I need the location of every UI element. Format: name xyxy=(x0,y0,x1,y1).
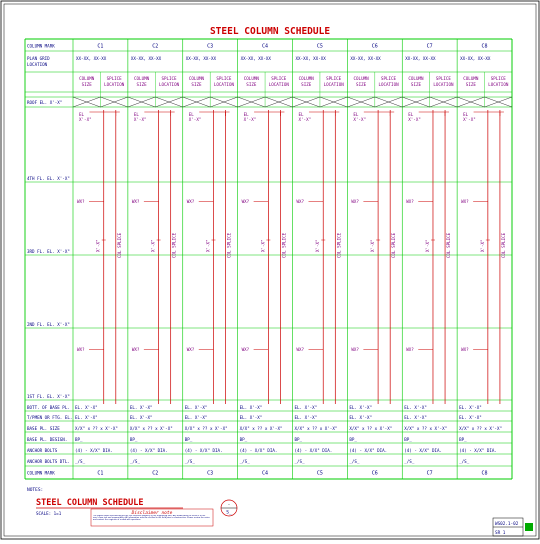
subheader-size: SIZE xyxy=(136,82,147,87)
label-4th-floor: 4TH FL. EL. X'-X" xyxy=(27,176,70,181)
tpmen-elevation: EL. X'-X" xyxy=(294,415,318,420)
bottom-base-elevation: EL. X'-X" xyxy=(129,405,153,410)
column-c6 xyxy=(347,44,402,477)
label-plan-grid: PLAN GRID xyxy=(27,56,50,61)
column-mark-top: C8 xyxy=(481,43,488,50)
column-mark-bottom: C2 xyxy=(152,470,159,477)
subheader-size: SIZE xyxy=(410,82,422,87)
sheet-id: WS02.1-02 xyxy=(495,522,519,527)
plan-grid-value: XX-XX, XX-XX xyxy=(240,56,271,61)
col-splice-label: COL SPLICE xyxy=(391,232,397,258)
plan-grid-value: XX-XX, XX-XX xyxy=(130,56,162,61)
splice-elevation: X'-X" xyxy=(205,239,211,252)
anchor-bolt-detail: _/S_ xyxy=(404,459,415,464)
anchor-bolt-detail: _/S_ xyxy=(459,459,470,464)
subheader-location: LOCATION xyxy=(268,82,289,87)
label-column-mark: COLUMN MARK xyxy=(27,43,55,49)
column-size-label: WX? xyxy=(77,347,85,352)
top-elevation-value: X'-X" xyxy=(463,117,476,122)
column-mark-bottom: C5 xyxy=(316,470,323,477)
subheader-location: LOCATION xyxy=(104,82,125,87)
tpmen-elevation: EL. X'-X" xyxy=(239,415,263,420)
column-c3 xyxy=(183,44,238,477)
top-elevation-value: X'-X" xyxy=(79,117,92,122)
column-size-label: WX? xyxy=(131,199,140,204)
top-elevation-value: X'-X" xyxy=(298,117,312,122)
top-elevation-label: EL xyxy=(353,112,359,117)
schedule-title: STEEL COLUMN SCHEDULE xyxy=(209,26,331,37)
label-anchor-bolt-detail: ANCHOR BOLTS DTL. xyxy=(27,459,70,464)
plan-grid-value: XX-XX, XX-XX xyxy=(405,56,436,61)
top-elevation-value: X'-X" xyxy=(188,117,202,122)
column-mark-bottom: C1 xyxy=(97,470,104,477)
base-plate-size: X/X" x ?? x X'-X" xyxy=(75,426,118,431)
base-plate-design: BP_ xyxy=(184,437,193,442)
subheader-location: LOCATION xyxy=(158,82,180,87)
base-plate-design: BP_ xyxy=(75,437,83,442)
column-mark-bottom: C7 xyxy=(426,470,433,477)
column-size-label: WX? xyxy=(461,347,469,352)
subheader-column: COLUMN xyxy=(408,76,424,81)
disclaimer-title: Disclaimer note xyxy=(131,511,173,516)
bottom-base-elevation: EL. X'-X" xyxy=(294,405,318,410)
anchor-bolt-detail: _/S_ xyxy=(184,459,195,464)
anchor-bolt-detail: _/S_ xyxy=(239,459,250,464)
base-plate-design: BP_ xyxy=(459,437,467,442)
top-elevation-value: X'-X" xyxy=(243,117,257,122)
base-plate-design: BP_ xyxy=(349,437,357,442)
anchor-bolt-detail: _/S_ xyxy=(129,459,140,464)
column-c2 xyxy=(128,44,183,477)
label-tpmen: T/PMEN OR FTG. EL. xyxy=(27,415,73,420)
base-plate-design: BP_ xyxy=(294,437,303,442)
anchor-bolts: (4) - X/X" DIA. xyxy=(75,448,113,453)
anchor-bolt-detail: _/S_ xyxy=(294,459,305,464)
col-splice-label: COL SPLICE xyxy=(171,232,177,258)
row-labels xyxy=(27,44,72,476)
column-size-label: WX? xyxy=(131,347,140,352)
column-mark-top: C4 xyxy=(262,43,269,50)
subheader-location: LOCATION xyxy=(488,82,509,87)
anchor-bolts: (4) - X/X" DIA. xyxy=(404,448,443,453)
subheader-column: COLUMN xyxy=(243,76,259,81)
anchor-bolt-detail: _/S_ xyxy=(75,459,86,464)
notes-label: NOTES: xyxy=(27,488,44,493)
bottom-base-elevation: EL. X'-X" xyxy=(404,405,427,410)
detail-sheet: S_ xyxy=(226,510,232,516)
top-elevation-label: EL xyxy=(463,112,469,117)
column-c4 xyxy=(238,44,293,477)
column-mark-bottom: C4 xyxy=(262,470,269,477)
subheader-splice: SPLICE xyxy=(106,76,122,81)
column-mark-top: C5 xyxy=(316,43,323,50)
column-size-label: WX? xyxy=(77,199,85,204)
top-elevation-value: X'-X" xyxy=(353,117,366,122)
label-base-plate-design: BASE PL. DESIGN. xyxy=(27,437,68,442)
column-mark-bottom: C8 xyxy=(481,470,488,477)
column-mark-bottom: C3 xyxy=(207,470,214,477)
column-size-label: WX? xyxy=(296,347,305,352)
column-mark-bottom: C6 xyxy=(371,470,378,477)
status-marker xyxy=(525,523,533,531)
base-plate-size: X/X" x ?? x X'-X" xyxy=(184,426,228,431)
label-1st-floor: 1ST FL. EL. X'-X" xyxy=(27,394,70,399)
subheader-column: COLUMN xyxy=(298,76,314,81)
column-size-label: WX? xyxy=(351,347,359,352)
splice-elevation: X'-X" xyxy=(150,239,156,252)
label-2nd-floor: 2ND FL. EL. X'-X" xyxy=(27,322,70,327)
subheader-column: COLUMN xyxy=(79,76,95,81)
tpmen-elevation: EL. X'-X" xyxy=(349,415,373,420)
base-plate-design: BP_ xyxy=(129,437,138,442)
column-mark-top: C6 xyxy=(371,43,378,50)
plan-grid-value: XX-XX, XX-XX xyxy=(295,56,326,61)
plan-grid-value: XX-XX, XX-XX xyxy=(350,56,381,61)
anchor-bolt-detail: _/S_ xyxy=(349,459,360,464)
plan-grid-value: XX-XX, XX-XX xyxy=(185,56,217,61)
base-plate-design: BP_ xyxy=(239,437,248,442)
subheader-splice: SPLICE xyxy=(326,76,342,81)
label-bottom-base-plate: BOTT. OF BASE PL. xyxy=(27,405,70,410)
label-anchor-bolts: ANCHOR BOLTS xyxy=(27,448,58,453)
tpmen-elevation: EL. X'-X" xyxy=(459,415,482,420)
subheader-splice: SPLICE xyxy=(380,76,397,81)
bottom-base-elevation: EL. X'-X" xyxy=(349,405,373,410)
column-size-label: WX? xyxy=(461,199,469,204)
subheader-size: SIZE xyxy=(356,82,367,87)
top-elevation-label: EL xyxy=(298,112,304,117)
column-size-label: WX? xyxy=(241,347,250,352)
footer-title: STEEL COLUMN SCHEDULE xyxy=(36,498,144,508)
label-column-mark-bottom: COLUMN MARK xyxy=(27,470,55,476)
base-plate-size: X/X" x ?? x X'-X" xyxy=(239,426,283,431)
column-c8 xyxy=(457,44,512,477)
sheet-revision: SR 1 xyxy=(495,531,506,536)
column-c5 xyxy=(293,44,348,477)
label-location: LOCATION xyxy=(27,62,48,67)
column-size-label: WX? xyxy=(186,199,195,204)
anchor-bolts: (4) - X/X" DIA. xyxy=(459,448,497,453)
tpmen-elevation: EL. X'-X" xyxy=(129,415,153,420)
subheader-splice: SPLICE xyxy=(490,76,506,81)
footer-scale: SCALE: 1=1 xyxy=(36,511,62,516)
tpmen-elevation: EL. X'-X" xyxy=(404,415,427,420)
plan-grid-value: XX-XX, XX-XX xyxy=(76,56,107,61)
base-plate-design: BP_ xyxy=(404,437,412,442)
subheader-size: SIZE xyxy=(191,82,202,87)
top-elevation-value: X'-X" xyxy=(408,117,421,122)
disclaimer-text: The digital model and documents are the exclusive property of the originating firm. Any modification or reuse is at the user's own risk and responsibility. All information must be verified in the field prior to construction. Please review the notes and contact the engineer of record with questions. xyxy=(93,515,210,522)
label-3rd-floor: 3RD FL. EL. X'-X" xyxy=(27,249,70,254)
column-mark-top: C7 xyxy=(426,43,433,50)
col-splice-label: COL SPLICE xyxy=(500,232,506,258)
tpmen-elevation: EL. X'-X" xyxy=(184,415,208,420)
column-mark-top: C2 xyxy=(152,43,159,50)
subheader-size: SIZE xyxy=(246,82,257,87)
column-c1 xyxy=(73,44,128,477)
top-elevation-label: EL xyxy=(188,112,194,117)
subheader-splice: SPLICE xyxy=(271,76,287,81)
splice-elevation: X'-X" xyxy=(479,239,485,252)
label-roof: ROOF EL. X'-X" xyxy=(27,100,63,105)
base-plate-size: X/X" x ?? x X'-X" xyxy=(404,426,448,431)
column-size-label: WX? xyxy=(296,199,305,204)
splice-elevation: X'-X" xyxy=(95,239,101,252)
splice-elevation: X'-X" xyxy=(370,239,376,252)
subheader-column: COLUMN xyxy=(463,76,479,81)
subheader-location: LOCATION xyxy=(378,82,399,87)
anchor-bolts: (4) - X/X" DIA. xyxy=(349,448,388,453)
bottom-base-elevation: EL. X'-X" xyxy=(239,405,263,410)
subheader-splice: SPLICE xyxy=(435,76,451,81)
anchor-bolts: (4) - X/X" DIA. xyxy=(129,448,168,453)
column-size-label: WX? xyxy=(406,199,414,204)
top-elevation-value: X'-X" xyxy=(133,117,147,122)
subheader-column: COLUMN xyxy=(353,76,369,81)
column-size-label: WX? xyxy=(241,199,250,204)
col-splice-label: COL SPLICE xyxy=(116,232,122,258)
col-splice-label: COL SPLICE xyxy=(226,232,232,258)
subheader-splice: SPLICE xyxy=(216,76,232,81)
plan-grid-value: XX-XX, XX-XX xyxy=(460,56,491,61)
anchor-bolts: (4) - X/X" DIA. xyxy=(239,448,278,453)
label-base-plate-size: BASE PL. SIZE xyxy=(27,426,60,431)
subheader-splice: SPLICE xyxy=(161,76,177,81)
subheader-size: SIZE xyxy=(301,82,312,87)
bottom-base-elevation: EL. X'-X" xyxy=(184,405,208,410)
subheader-size: SIZE xyxy=(465,82,476,87)
splice-elevation: X'-X" xyxy=(424,239,430,252)
base-plate-size: X/X" x ?? x X'-X" xyxy=(459,426,502,431)
base-plate-size: X/X" x ?? x X'-X" xyxy=(129,426,173,431)
col-splice-label: COL SPLICE xyxy=(336,232,342,258)
column-mark-top: C3 xyxy=(207,43,214,50)
detail-number: - xyxy=(227,503,231,508)
column-size-label: WX? xyxy=(406,347,414,352)
splice-elevation: X'-X" xyxy=(260,239,266,252)
column-mark-top: C1 xyxy=(97,43,104,50)
subheader-location: LOCATION xyxy=(323,82,344,87)
subheader-column: COLUMN xyxy=(134,76,150,81)
tpmen-elevation: EL. X'-X" xyxy=(75,415,98,420)
subheader-column: COLUMN xyxy=(188,76,205,81)
base-plate-size: X/X" x ?? x X'-X" xyxy=(349,426,393,431)
anchor-bolts: (4) - X/X" DIA. xyxy=(184,448,223,453)
bottom-base-elevation: EL. X'-X" xyxy=(75,405,98,410)
top-elevation-label: EL xyxy=(408,112,414,117)
col-splice-label: COL SPLICE xyxy=(446,232,452,258)
bottom-base-elevation: EL. X'-X" xyxy=(459,405,482,410)
anchor-bolts: (4) - X/X" DIA. xyxy=(294,448,333,453)
col-splice-label: COL SPLICE xyxy=(281,232,287,258)
base-plate-size: X/X" x ?? x X'-X" xyxy=(294,426,338,431)
column-size-label: WX? xyxy=(186,347,195,352)
splice-elevation: X'-X" xyxy=(315,239,321,252)
top-elevation-label: EL xyxy=(79,112,85,117)
subheader-size: SIZE xyxy=(81,82,92,87)
column-c7 xyxy=(402,44,457,477)
top-elevation-label: EL xyxy=(133,112,139,117)
column-size-label: WX? xyxy=(351,199,359,204)
subheader-location: LOCATION xyxy=(213,82,234,87)
top-elevation-label: EL xyxy=(243,112,249,117)
subheader-location: LOCATION xyxy=(433,82,454,87)
